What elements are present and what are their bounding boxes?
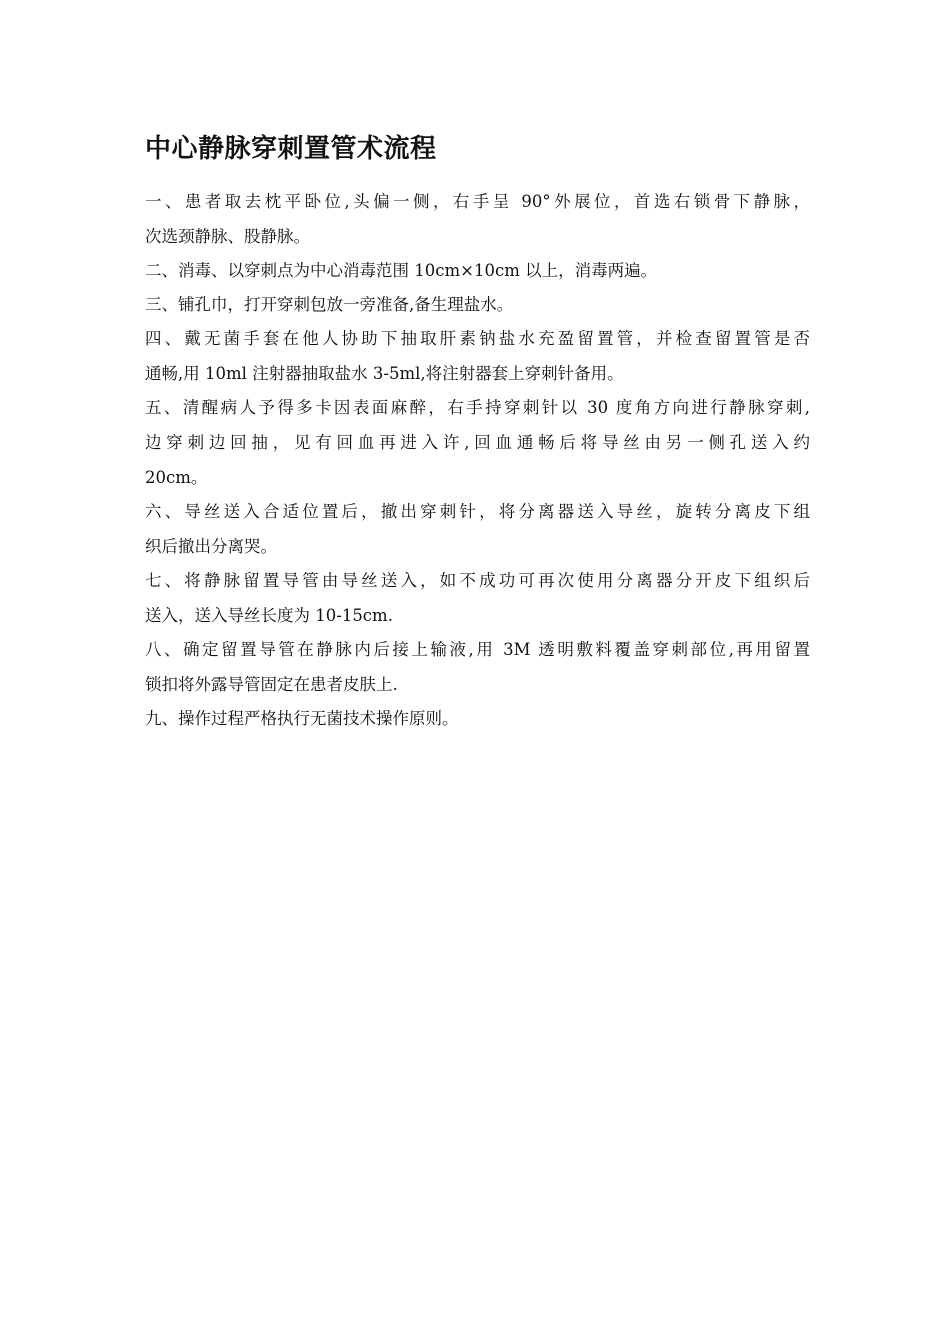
procedure-step-line: 送入，送入导丝长度为 10-15cm. — [145, 606, 393, 625]
procedure-step-line: 二、消毒、以穿刺点为中心消毒范围 10cm×10cm 以上，消毒两遍。 — [145, 261, 658, 280]
procedure-step-line: 六、导丝送入合适位置后，撤出穿刺针，将分离器送入导丝，旋转分离皮下组 — [145, 502, 810, 521]
procedure-step-line: 一、患者取去枕平卧位,头偏一侧，右手呈 90°外展位，首选右锁骨下静脉， — [145, 192, 810, 211]
procedure-step-line: 织后撤出分离哭。 — [145, 537, 277, 556]
procedure-step — [145, 390, 810, 495]
procedure-step-line: 次选颈静脉、股静脉。 — [145, 227, 310, 246]
procedure-step-line: 三、铺孔巾，打开穿刺包放一旁准备,备生理盐水。 — [145, 295, 514, 314]
procedure-step — [145, 287, 810, 322]
procedure-step-line: 五、清醒病人予得多卡因表面麻醉，右手持穿刺针以 30 度角方向进行静脉穿刺, — [145, 398, 810, 417]
procedure-step — [145, 184, 810, 254]
procedure-step — [145, 632, 810, 702]
document-title: 中心静脉穿刺置管术流程 — [145, 134, 437, 164]
procedure-step-line: 20cm。 — [145, 468, 208, 487]
procedure-step-line: 锁扣将外露导管固定在患者皮肤上. — [145, 675, 398, 694]
procedure-steps-list — [145, 184, 810, 735]
procedure-step-line: 通畅,用 10ml 注射器抽取盐水 3-5ml,将注射器套上穿刺针备用。 — [145, 364, 624, 383]
procedure-step-line: 八、确定留置导管在静脉内后接上输液,用 3M 透明敷料覆盖穿刺部位,再用留置 — [145, 640, 810, 659]
procedure-step-line: 边穿刺边回抽，见有回血再进入许,回血通畅后将导丝由另一侧孔送入约 — [145, 433, 810, 452]
procedure-step — [145, 563, 810, 633]
procedure-step — [145, 253, 810, 288]
procedure-step-line: 九、操作过程严格执行无菌技术操作原则。 — [145, 709, 459, 728]
procedure-step-line: 七、将静脉留置导管由导丝送入，如不成功可再次使用分离器分开皮下组织后 — [145, 571, 810, 590]
procedure-step — [145, 321, 810, 391]
procedure-step — [145, 494, 810, 564]
procedure-step — [145, 701, 810, 736]
procedure-step-line: 四、戴无菌手套在他人协助下抽取肝素钠盐水充盈留置管，并检查留置管是否 — [145, 329, 810, 348]
